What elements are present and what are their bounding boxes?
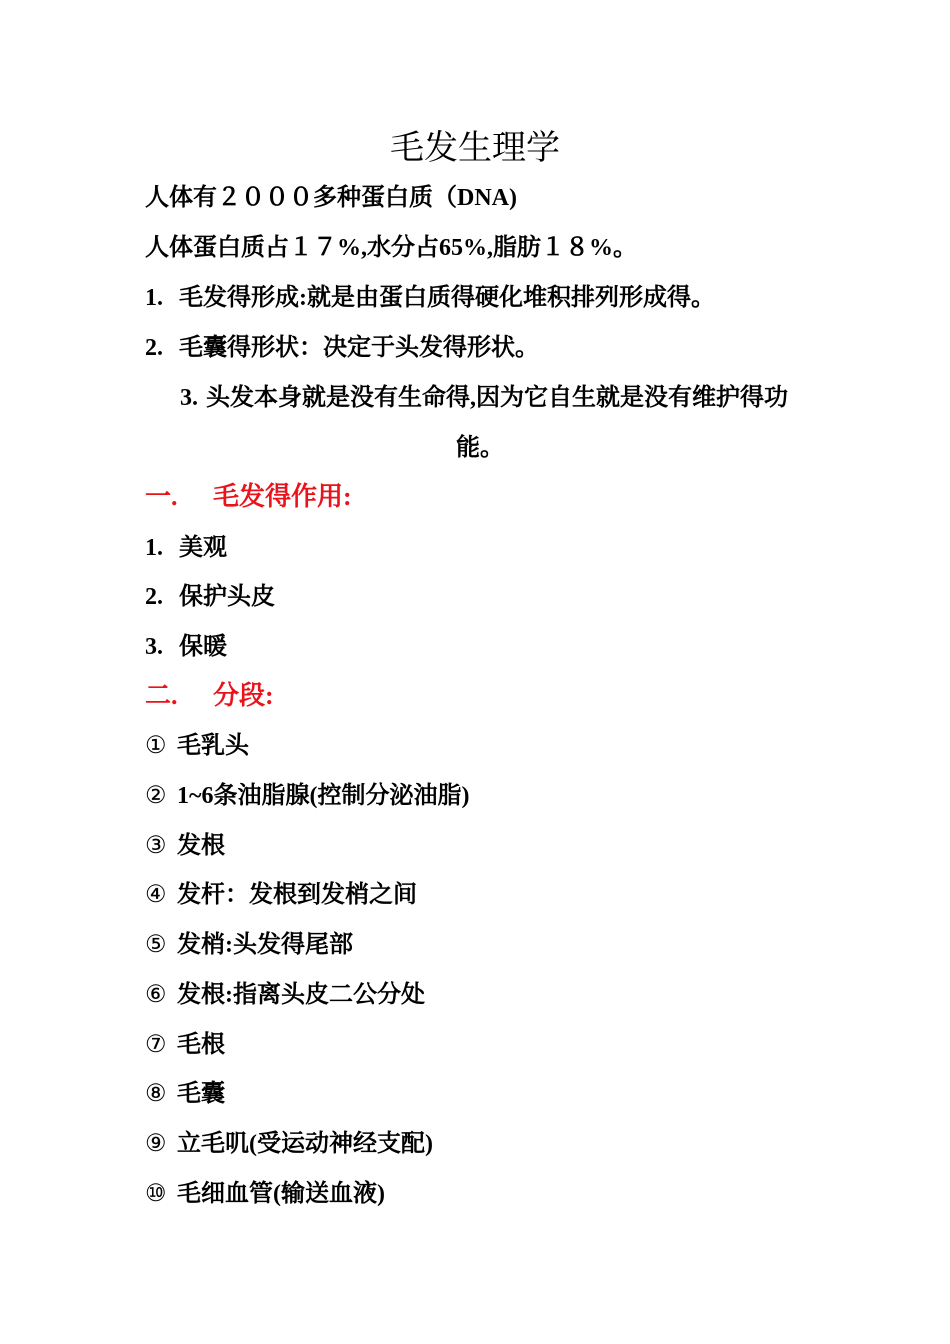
list-item (145, 1029, 225, 1061)
item-text: 1~6条油脂腺(控制分泌油脂) (177, 783, 470, 809)
item-text: 毛乳头 (177, 733, 249, 759)
section-title: 毛发得作用: (213, 482, 352, 511)
list-item (145, 780, 469, 812)
item-text: 发根 (177, 833, 225, 859)
item-text: 毛细血管(输送血液) (177, 1181, 385, 1207)
intro-line-2: 人体蛋白质占１７%,水分占65%,脂肪１８%。 (145, 235, 637, 261)
item-text: 美观 (179, 535, 227, 561)
fact-text: 头发本身就是没有生命得,因为它自生就是没有维护得功能。 (206, 385, 788, 461)
section-title: 分段: (213, 681, 274, 710)
fact-text: 毛囊得形状：决定于头发得形状。 (179, 335, 539, 361)
list-item (145, 730, 249, 762)
circled-number: ⑦ (145, 1032, 167, 1058)
list-item (145, 581, 275, 613)
item-number: 3. (145, 634, 163, 660)
list-item (145, 979, 425, 1011)
list-item (145, 929, 353, 961)
section-heading-2 (145, 680, 274, 712)
circled-number: ⑨ (145, 1131, 167, 1157)
page-title: 毛发生理学 (390, 130, 560, 167)
fact-number: 3. (180, 385, 198, 411)
fact-number: 1. (145, 285, 163, 311)
section-number: 一. (145, 482, 178, 511)
fact-text: 毛发得形成:就是由蛋白质得硬化堆积排列形成得。 (179, 285, 715, 311)
fact-number: 2. (145, 335, 163, 361)
item-text: 立毛叽(受运动神经支配) (177, 1131, 433, 1157)
item-number: 2. (145, 584, 163, 610)
list-item (145, 1078, 225, 1110)
circled-number: ① (145, 733, 167, 759)
item-text: 发根:指离头皮二公分处 (177, 982, 425, 1008)
fact-item-2 (145, 332, 539, 364)
item-text: 毛囊 (177, 1081, 225, 1107)
list-item (145, 532, 227, 564)
item-text: 毛根 (177, 1032, 225, 1058)
circled-number: ③ (145, 833, 167, 859)
circled-number: ⑩ (145, 1181, 167, 1207)
intro-line-1: 人体有２０００多种蛋白质（DNA) (145, 185, 517, 211)
circled-number: ② (145, 783, 167, 809)
circled-number: ⑤ (145, 932, 167, 958)
list-item (145, 830, 225, 862)
item-text: 保暖 (179, 634, 227, 660)
list-item (145, 879, 417, 911)
item-text: 发杆：发根到发梢之间 (177, 882, 417, 908)
item-text: 发梢:头发得尾部 (177, 932, 353, 958)
section-number: 二. (145, 681, 178, 710)
circled-number: ⑧ (145, 1081, 167, 1107)
list-item (145, 631, 227, 663)
section-heading-1 (145, 481, 352, 513)
fact-item-3 (150, 373, 810, 473)
list-item (145, 1128, 433, 1160)
list-item (145, 1178, 385, 1210)
circled-number: ⑥ (145, 982, 167, 1008)
circled-number: ④ (145, 882, 167, 908)
item-number: 1. (145, 535, 163, 561)
item-text: 保护头皮 (179, 584, 275, 610)
fact-item-1 (145, 282, 715, 314)
